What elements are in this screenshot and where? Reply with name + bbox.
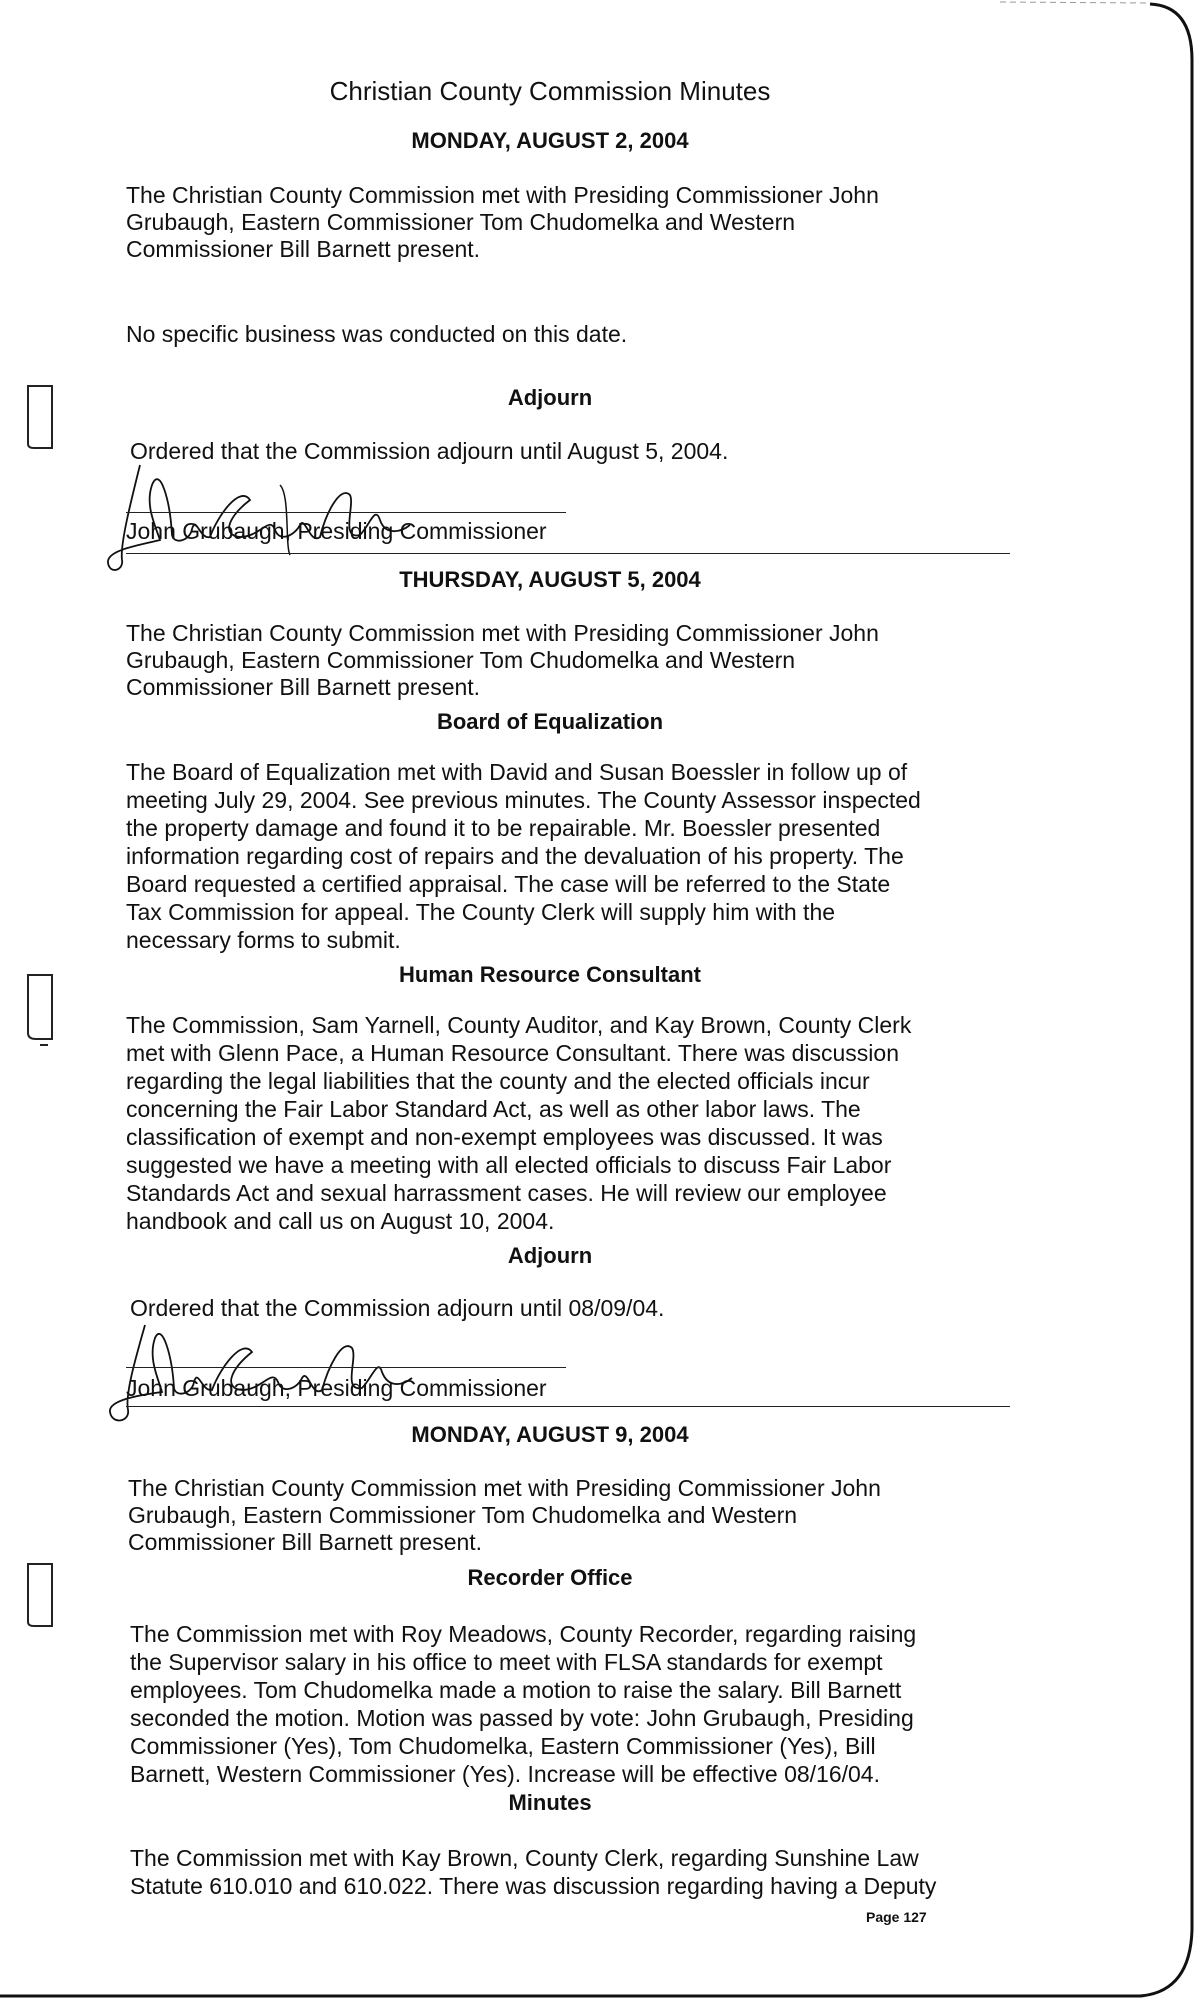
signature: [100, 445, 460, 585]
section-heading: Board of Equalization: [436, 709, 664, 734]
paragraph-line: concerning the Fair Labor Standard Act, as well as other labor laws. The: [126, 1096, 861, 1122]
meeting-date: MONDAY, AUGUST 9, 2004: [411, 1422, 689, 1447]
page-number: Page 127: [866, 1909, 927, 1925]
attendance-line: Grubaugh, Eastern Commissioner Tom Chudomelka and Western: [126, 647, 796, 673]
attendance-line: Commissioner Bill Barnett present.: [126, 674, 481, 700]
paragraph-line: The Commission met with Kay Brown, County Clerk, regarding Sunshine Law: [130, 1845, 919, 1871]
paragraph-line: Commissioner (Yes), Tom Chudomelka, Eastern Commissioner (Yes), Bill: [130, 1733, 876, 1759]
paragraph-line: the Supervisor salary in his office to meet with FLSA standards for exempt: [130, 1649, 883, 1675]
adjourn-text: Ordered that the Commission adjourn until August 5, 2004.: [130, 438, 729, 464]
paragraph-line: regarding the legal liabilities that the county and the elected officials incur: [126, 1068, 870, 1094]
paragraph-line: information regarding cost of repairs and the devaluation of his property. The: [126, 843, 904, 869]
paragraph-line: meeting July 29, 2004. See previous minutes. The County Assessor inspected: [126, 787, 921, 813]
attendance-line: The Christian County Commission met with Presiding Commissioner John: [128, 1475, 881, 1501]
paragraph-line: employees. Tom Chudomelka made a motion to raise the salary. Bill Barnett: [130, 1677, 902, 1703]
paragraph-line: Standards Act and sexual harrassment cases. He will review our employee: [126, 1180, 887, 1206]
attendance-line: Grubaugh, Eastern Commissioner Tom Chudomelka and Western: [128, 1502, 798, 1528]
section-heading: Adjourn: [507, 1243, 593, 1268]
paragraph-line: seconded the motion. Motion was passed by vote: John Grubaugh, Presiding: [130, 1705, 914, 1731]
paragraph-line: Tax Commission for appeal. The County Clerk will supply him with the: [126, 899, 836, 925]
attendance-line: The Christian County Commission met with Presiding Commissioner John: [126, 182, 879, 208]
paragraph-line: The Board of Equalization met with David and Susan Boessler in follow up of: [126, 759, 908, 785]
meeting-date: MONDAY, AUGUST 2, 2004: [411, 128, 689, 153]
signature: [100, 1300, 460, 1430]
attendance-line: Commissioner Bill Barnett present.: [128, 1529, 483, 1555]
signature-line: [126, 1367, 566, 1368]
paragraph-line: the property damage and found it to be repairable. Mr. Boessler presented: [126, 815, 881, 841]
meeting-date: THURSDAY, AUGUST 5, 2004: [399, 567, 701, 592]
section-heading: Human Resource Consultant: [399, 962, 701, 987]
paragraph-line: necessary forms to submit.: [126, 927, 401, 953]
signature-caption: John Grubaugh, Presiding Commissioner: [126, 1375, 547, 1401]
signature-caption: John Grubaugh, Presiding Commissioner: [126, 518, 547, 544]
signature-line: [126, 512, 566, 513]
attendance-line: Grubaugh, Eastern Commissioner Tom Chudomelka and Western: [126, 209, 796, 235]
section-heading: Adjourn: [507, 385, 593, 410]
paragraph-line: The Commission, Sam Yarnell, County Auditor, and Kay Brown, County Clerk: [126, 1012, 912, 1038]
section-divider: [126, 1406, 1010, 1407]
meeting-note: No specific business was conducted on this date.: [126, 321, 628, 347]
adjourn-text: Ordered that the Commission adjourn until 08/09/04.: [130, 1295, 665, 1321]
paragraph-line: handbook and call us on August 10, 2004.: [126, 1208, 555, 1234]
paragraph-line: met with Glenn Pace, a Human Resource Consultant. There was discussion: [126, 1040, 900, 1066]
paragraph-line: The Commission met with Roy Meadows, County Recorder, regarding raising: [130, 1621, 917, 1647]
paragraph-line: Barnett, Western Commissioner (Yes). Increase will be effective 08/16/04.: [130, 1761, 880, 1787]
paragraph-line: classification of exempt and non-exempt employees was discussed. It was: [126, 1124, 883, 1150]
paragraph-line: suggested we have a meeting with all elected officials to discuss Fair Labor: [126, 1152, 892, 1178]
attendance-line: The Christian County Commission met with Presiding Commissioner John: [126, 620, 879, 646]
paragraph-line: Statute 610.010 and 610.022. There was discussion regarding having a Deputy: [130, 1873, 937, 1899]
section-divider: [126, 553, 1010, 554]
paragraph-line: Board requested a certified appraisal. The case will be referred to the State: [126, 871, 891, 897]
document-title: Christian County Commission Minutes: [329, 76, 771, 106]
attendance-line: Commissioner Bill Barnett present.: [126, 236, 481, 262]
section-heading: Minutes: [508, 1790, 592, 1815]
section-heading: Recorder Office: [467, 1565, 633, 1590]
